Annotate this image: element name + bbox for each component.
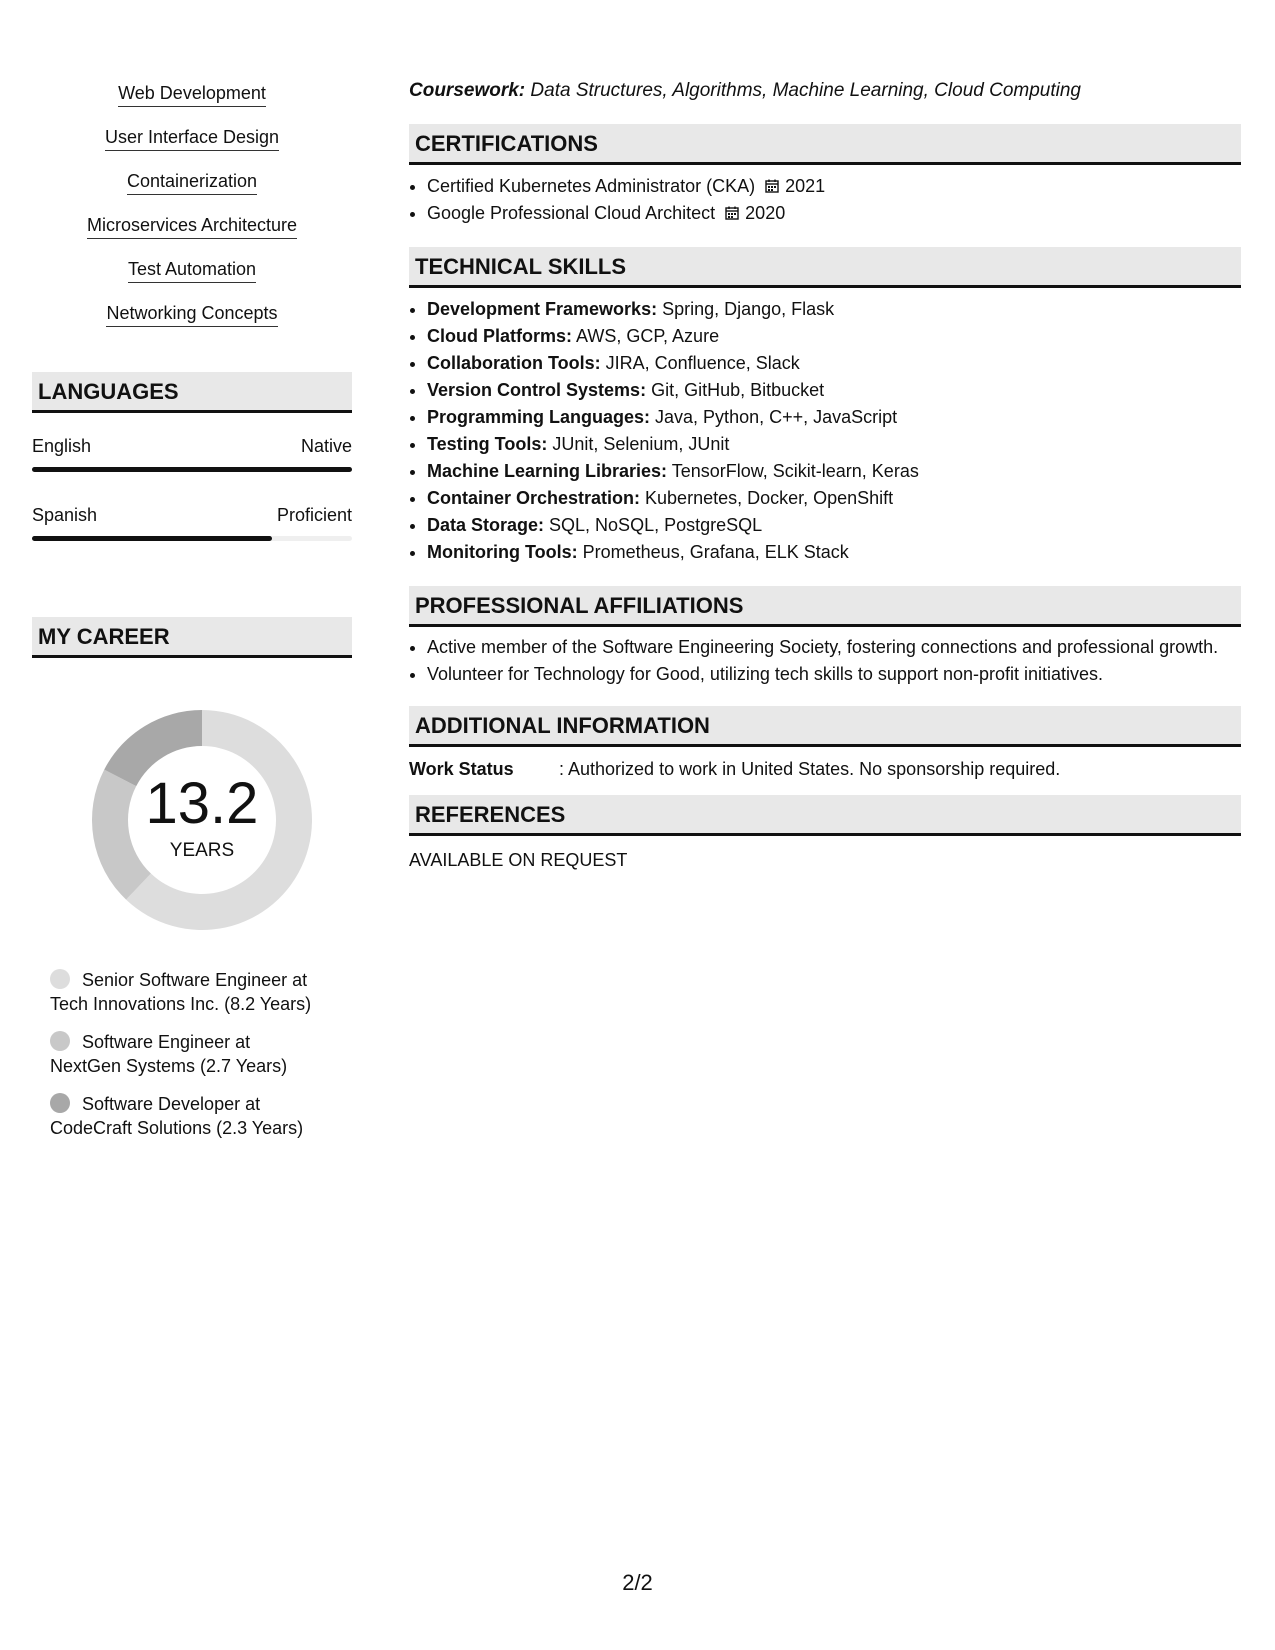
technical-skills-heading: TECHNICAL SKILLS xyxy=(409,247,1241,288)
page-number: 2/2 xyxy=(622,1570,653,1595)
certification-year: 2021 xyxy=(785,176,826,196)
career-total-unit: YEARS xyxy=(169,840,235,861)
skill-category: Cloud Platforms: xyxy=(427,326,573,346)
calendar-icon xyxy=(765,179,779,193)
references-heading: REFERENCES xyxy=(409,795,1241,836)
languages-heading: LANGUAGES xyxy=(32,372,352,413)
affiliation-item: • Volunteer for Technology for Good, utilizing tech skills to support non-profit initiatives. xyxy=(427,662,1241,686)
skill-category: Machine Learning Libraries: xyxy=(427,461,668,481)
technical-skill-item xyxy=(427,485,1241,512)
left-column xyxy=(32,82,352,1154)
language-row xyxy=(32,504,352,541)
work-status-label: Work Status xyxy=(409,759,514,779)
skill-item: Networking Concepts xyxy=(106,302,277,327)
right-column xyxy=(409,78,1241,872)
skill-item: Containerization xyxy=(127,170,257,195)
skill-category: Monitoring Tools: xyxy=(427,542,578,562)
technical-skill-item xyxy=(427,431,1241,458)
affiliations-heading: PROFESSIONAL AFFILIATIONS xyxy=(409,586,1241,627)
legend-item xyxy=(50,1092,340,1140)
legend-dot xyxy=(50,969,70,989)
certification-name: Certified Kubernetes Administrator (CKA) xyxy=(427,176,756,196)
certifications-heading: CERTIFICATIONS xyxy=(409,124,1241,165)
coursework-value: Data Structures, Algorithms, Machine Learning, Cloud Computing xyxy=(525,80,1081,101)
work-status-value: : Authorized to work in United States. No sponsorship required. xyxy=(559,759,1061,779)
technical-skill-item xyxy=(427,512,1241,539)
technical-skill-item xyxy=(427,323,1241,350)
language-level: Native xyxy=(300,436,352,456)
skill-category: Data Storage: xyxy=(427,515,545,535)
coursework xyxy=(409,78,1241,104)
certifications-list xyxy=(409,173,1241,227)
legend-item xyxy=(50,1030,340,1078)
skill-item: Test Automation xyxy=(128,258,256,283)
skill-values: JIRA, Confluence, Slack xyxy=(600,353,800,373)
legend-role: Senior Software Engineer at xyxy=(82,970,308,990)
skill-values: JUnit, Selenium, JUnit xyxy=(547,434,730,454)
skill-values: Kubernetes, Docker, OpenShift xyxy=(640,488,894,508)
language-row xyxy=(32,435,352,472)
technical-skill-item xyxy=(427,539,1241,566)
legend-role: Software Engineer at xyxy=(82,1032,251,1052)
career-heading: MY CAREER xyxy=(32,617,352,658)
legend-dot xyxy=(50,1093,70,1113)
affiliation-item: • Active member of the Software Engineering Society, fostering connections and professional growth. xyxy=(427,635,1241,659)
skill-values: Spring, Django, Flask xyxy=(657,299,835,319)
calendar-icon xyxy=(725,206,739,220)
language-bar-fill xyxy=(32,467,352,472)
additional-info-heading: ADDITIONAL INFORMATION xyxy=(409,706,1241,747)
skill-item: Microservices Architecture xyxy=(87,214,297,239)
legend-dot xyxy=(50,1031,70,1051)
language-level: Proficient xyxy=(276,505,352,525)
language-bar-fill xyxy=(32,536,272,541)
technical-skill-item xyxy=(427,296,1241,323)
technical-skill-item xyxy=(427,404,1241,431)
coursework-label: Coursework: xyxy=(409,80,526,101)
legend-role: Software Developer at xyxy=(82,1094,261,1114)
legend-item xyxy=(50,968,340,1016)
skill-category: Version Control Systems: xyxy=(427,380,647,400)
certification-year: 2020 xyxy=(745,203,786,223)
skill-values: SQL, NoSQL, PostgreSQL xyxy=(544,515,763,535)
legend-company: CodeCraft Solutions (2.3 Years) xyxy=(50,1118,304,1138)
legend-company: Tech Innovations Inc. (8.2 Years) xyxy=(50,994,312,1014)
work-status-row xyxy=(409,757,1241,781)
language-name: Spanish xyxy=(32,505,98,525)
skill-values: TensorFlow, Scikit-learn, Keras xyxy=(667,461,919,481)
skill-category: Testing Tools: xyxy=(427,434,548,454)
references-text: AVAILABLE ON REQUEST xyxy=(409,850,628,870)
skill-values: AWS, GCP, Azure xyxy=(572,326,720,346)
skill-category: Container Orchestration: xyxy=(427,488,641,508)
certification-item xyxy=(427,173,1241,200)
language-name: English xyxy=(32,436,92,456)
skill-category: Development Frameworks: xyxy=(427,299,658,319)
skill-values: Prometheus, Grafana, ELK Stack xyxy=(577,542,849,562)
technical-skill-item xyxy=(427,350,1241,377)
skill-item: Web Development xyxy=(118,82,266,107)
career-legend xyxy=(50,968,340,1140)
language-bar xyxy=(32,467,352,472)
certification-name: Google Professional Cloud Architect xyxy=(427,203,716,223)
career-total-years: 13.2 xyxy=(145,771,259,836)
skill-category: Programming Languages: xyxy=(427,407,651,427)
skill-values: Git, GitHub, Bitbucket xyxy=(646,380,825,400)
certification-item xyxy=(427,200,1241,227)
technical-skill-item xyxy=(427,458,1241,485)
skill-category: Collaboration Tools: xyxy=(427,353,601,373)
language-bar xyxy=(32,536,352,541)
technical-skill-item xyxy=(427,377,1241,404)
skill-item: User Interface Design xyxy=(105,126,279,151)
skill-list xyxy=(32,82,352,346)
legend-company: NextGen Systems (2.7 Years) xyxy=(50,1056,288,1076)
affiliations-list xyxy=(409,635,1241,686)
skill-values: Java, Python, C++, JavaScript xyxy=(650,407,898,427)
technical-skills-list xyxy=(409,296,1241,566)
career-donut-chart xyxy=(82,700,322,940)
